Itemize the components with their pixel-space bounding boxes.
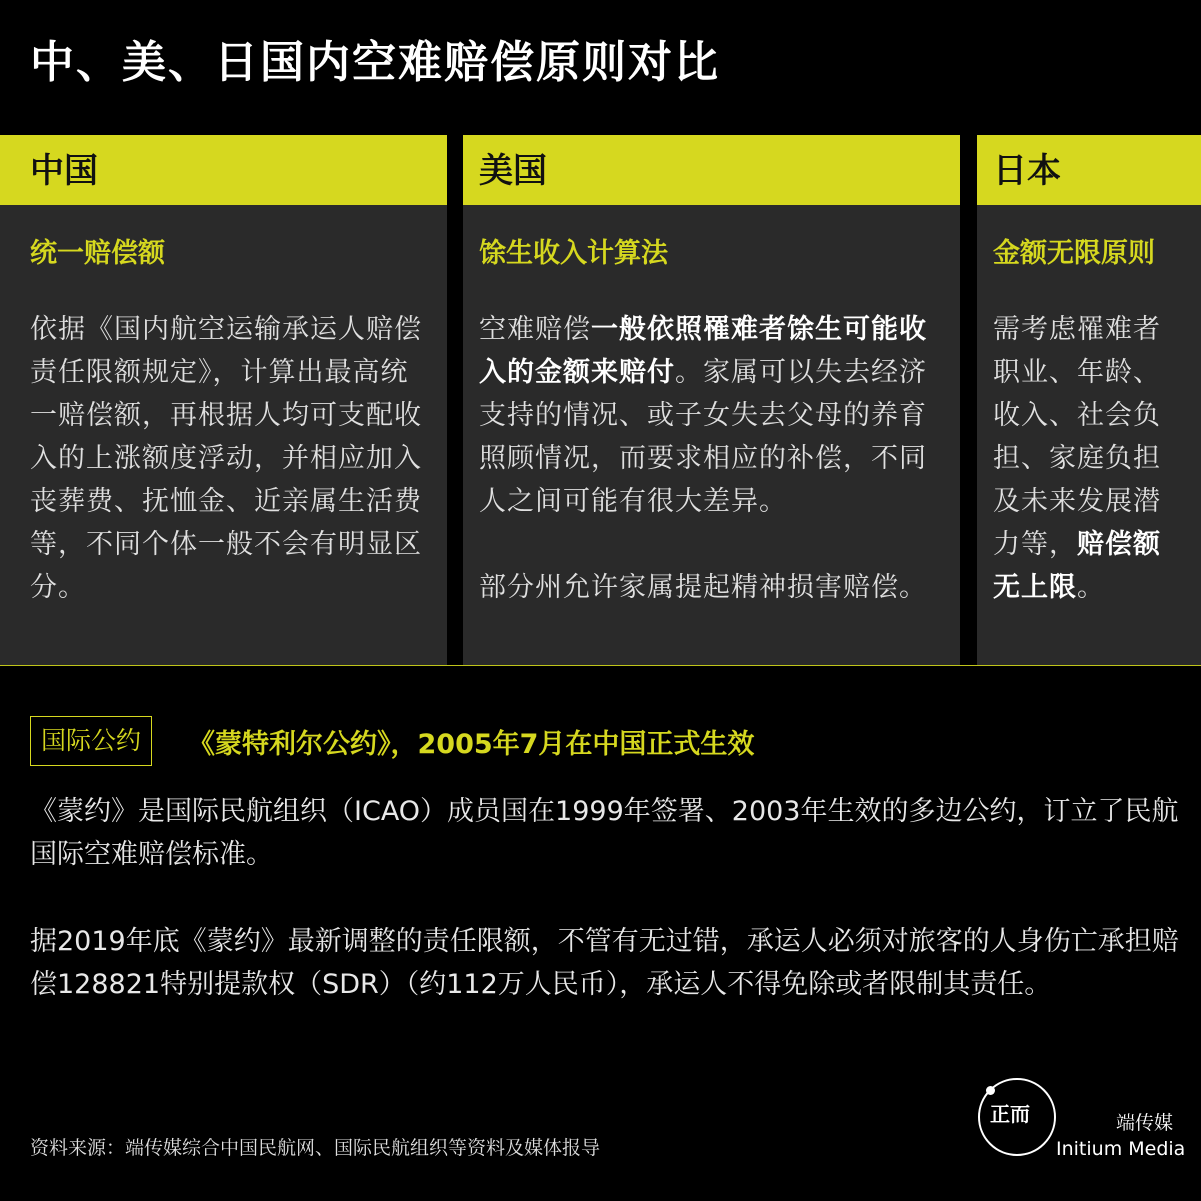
initium-logo-icon [978, 1078, 1056, 1156]
page-title: 中、美、日国内空难赔偿原则对比 [30, 37, 720, 88]
column-header: 日本 [977, 135, 1201, 205]
brand-name-en: Initium Media [1056, 1138, 1186, 1160]
treaty-paragraph: 《蒙约》是国际民航组织（ICAO）成员国在1999年签署、2003年生效的多边公约，订立了民航国际空难赔偿标准。 [30, 796, 1179, 870]
body-extra: 部分州允许家属提起精神损害赔偿。 [479, 572, 927, 603]
column-japan [977, 135, 1201, 665]
logo-dot [986, 1086, 995, 1095]
treaty-paragraph: 据2019年底《蒙约》最新调整的责任限额，不管有无过错，承运人必须对旅客的人身伤亡承担赔偿128821特别提款权（SDR）（约112万人民币），承运人不得免除或者限制其责任。 [30, 926, 1179, 1000]
column-subtitle: 馀生收入计算法 [479, 238, 668, 269]
treaty-title: 《蒙特利尔公约》，2005年7月在中国正式生效 [188, 729, 755, 760]
column-header: 美国 [463, 135, 960, 205]
body-emphasis: 赔偿额无上限 [993, 529, 1161, 603]
column-body [993, 308, 1187, 609]
body-text: 。家属可以失去经济支持的情况、或子女失去父母的养育照顾情况，而要求相应的补偿，不同人之间可能有很大差异。 [479, 357, 927, 517]
body-emphasis: 一般依照罹难者馀生可能收入的金额来赔付 [479, 314, 927, 388]
column-subtitle: 统一赔偿额 [30, 238, 165, 269]
column-subtitle: 金额无限原则 [993, 238, 1155, 269]
body-text: 。 [1077, 572, 1105, 603]
column-header: 中国 [0, 135, 447, 205]
body-text: 需考虑罹难者职业、年龄、收入、社会负担、家庭负担及未来发展潜力等， [993, 314, 1161, 560]
column-usa [463, 135, 960, 665]
brand-name-cn: 端传媒 [1116, 1112, 1174, 1134]
column-body: 依据《国内航空运输承运人赔偿责任限额规定》，计算出最高统一赔偿额，再根据人均可支配收入的上涨额度浮动，并相应加入丧葬费、抚恤金、近亲属生活费等，不同个体一般不会有明显区分。 [30, 314, 422, 603]
treaty-badge: 国际公约 [30, 716, 152, 766]
body-text: 空难赔偿 [479, 314, 591, 345]
section-divider [0, 665, 1201, 666]
source-note: 资料来源：端传媒综合中国民航网、国际民航组织等资料及媒体报导 [30, 1137, 601, 1159]
logo-glyph: 正而 [990, 1102, 1030, 1126]
column-body [479, 308, 946, 609]
column-china [0, 135, 447, 665]
